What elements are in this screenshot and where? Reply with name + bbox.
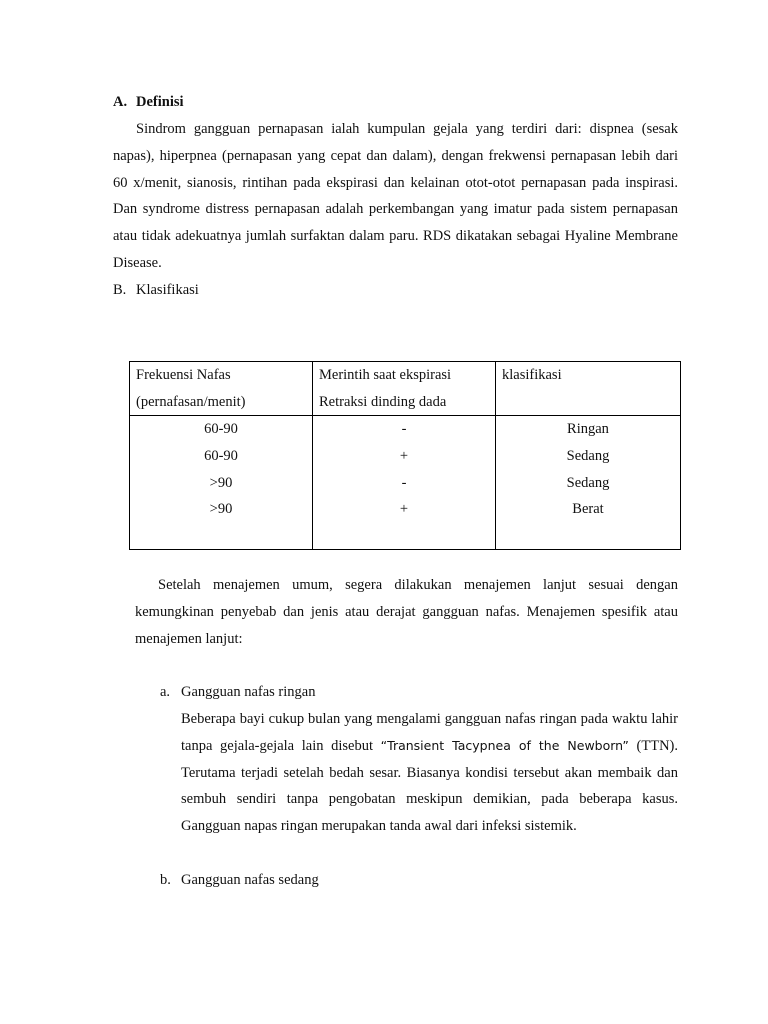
table-body-row — [130, 416, 681, 550]
header-respiratory-rate — [130, 362, 313, 416]
ttn-text-after: (TTN). Terutama terjadi setelah bedah sesar. Biasanya kondisi tersebut akan membaik dan sembuh sendiri tanpa pengobatan meskipun demikian, pada beberapa kasus. Gangguan napas ringan merupakan tanda awal dari infeksi sistemik. — [181, 737, 679, 835]
list-item-b-title: Gangguan nafas sedang — [181, 872, 319, 888]
header-cell-line: Retraksi dinding dada — [319, 393, 447, 410]
management-paragraph: Setelah menajemen umum, segera dilakukan menajemen lanjut sesuai dengan kemungkinan penyebab dan jenis atau derajat gangguan nafas. Menajemen spesifik atau menajemen lanjut: — [135, 577, 678, 647]
section-b-title: Klasifikasi — [136, 282, 199, 298]
table-cell: >90 — [209, 474, 233, 491]
header-cell-line: (pernafasan/menit) — [136, 393, 246, 410]
column-respiratory-rate — [130, 416, 313, 550]
table-cell: Sedang — [566, 474, 610, 491]
header-grunting-retraction — [313, 362, 496, 416]
table-cell: 60-90 — [204, 421, 238, 437]
table-cell: - — [401, 474, 407, 491]
table-cell: 60-90 — [204, 447, 238, 464]
definition-paragraph: Sindrom gangguan pernapasan ialah kumpulan gejala yang terdiri dari: dispnea (sesak napas), hiperpnea (pernapasan yang cepat dan dalam), dengan frekwensi pernapasan lebih dari 60 x/menit, sianosis, rintihan pada ekspirasi dan kelainan otot-otot pernapasan pada inspirasi. Dan syndrome distress pernapasan adalah perkembangan yang imatur pada sistem pernapasan atau tidak adekuatnya jumlah surfaktan dalam paru. RDS dikatakan sebagai Hyaline Membrane Disease. — [113, 121, 678, 271]
section-a-number: A. — [113, 94, 128, 110]
list-marker-a: a. — [160, 684, 171, 700]
table-cell: Berat — [572, 501, 604, 518]
section-a-title: Definisi — [136, 94, 184, 110]
table-cell: - — [401, 421, 407, 437]
header-cell-line: Merintih saat ekspirasi — [319, 367, 452, 383]
column-classification — [496, 416, 681, 550]
list-item-b-heading — [160, 867, 680, 894]
section-b-number: B. — [113, 282, 127, 298]
classification-table — [129, 361, 681, 550]
ttn-term: “Transient Tacypnea of the Newborn” — [380, 737, 629, 753]
table-cell: Ringan — [567, 421, 609, 437]
table-cell: + — [399, 447, 409, 464]
ttn-text-before: Beberapa bayi cukup bulan yang mengalami gangguan nafas ringan pada waktu lahir tanpa gejala-gejala lain disebut — [181, 711, 678, 754]
list-item-a-title: Gangguan nafas ringan — [181, 684, 316, 700]
column-grunting-retraction — [313, 416, 496, 550]
table-header-row — [130, 362, 681, 416]
list-item-a-heading — [160, 679, 680, 706]
header-cell-line: Frekuensi Nafas — [136, 367, 231, 383]
table-cell: + — [399, 501, 409, 518]
header-classification — [496, 362, 681, 416]
section-b-heading — [113, 280, 199, 300]
section-a-heading — [113, 92, 184, 112]
table-cell: >90 — [209, 501, 233, 518]
header-cell-line: klasifikasi — [502, 367, 562, 383]
list-item-a-body — [181, 706, 678, 840]
list-marker-b: b. — [160, 872, 171, 888]
table-cell: Sedang — [566, 447, 610, 464]
